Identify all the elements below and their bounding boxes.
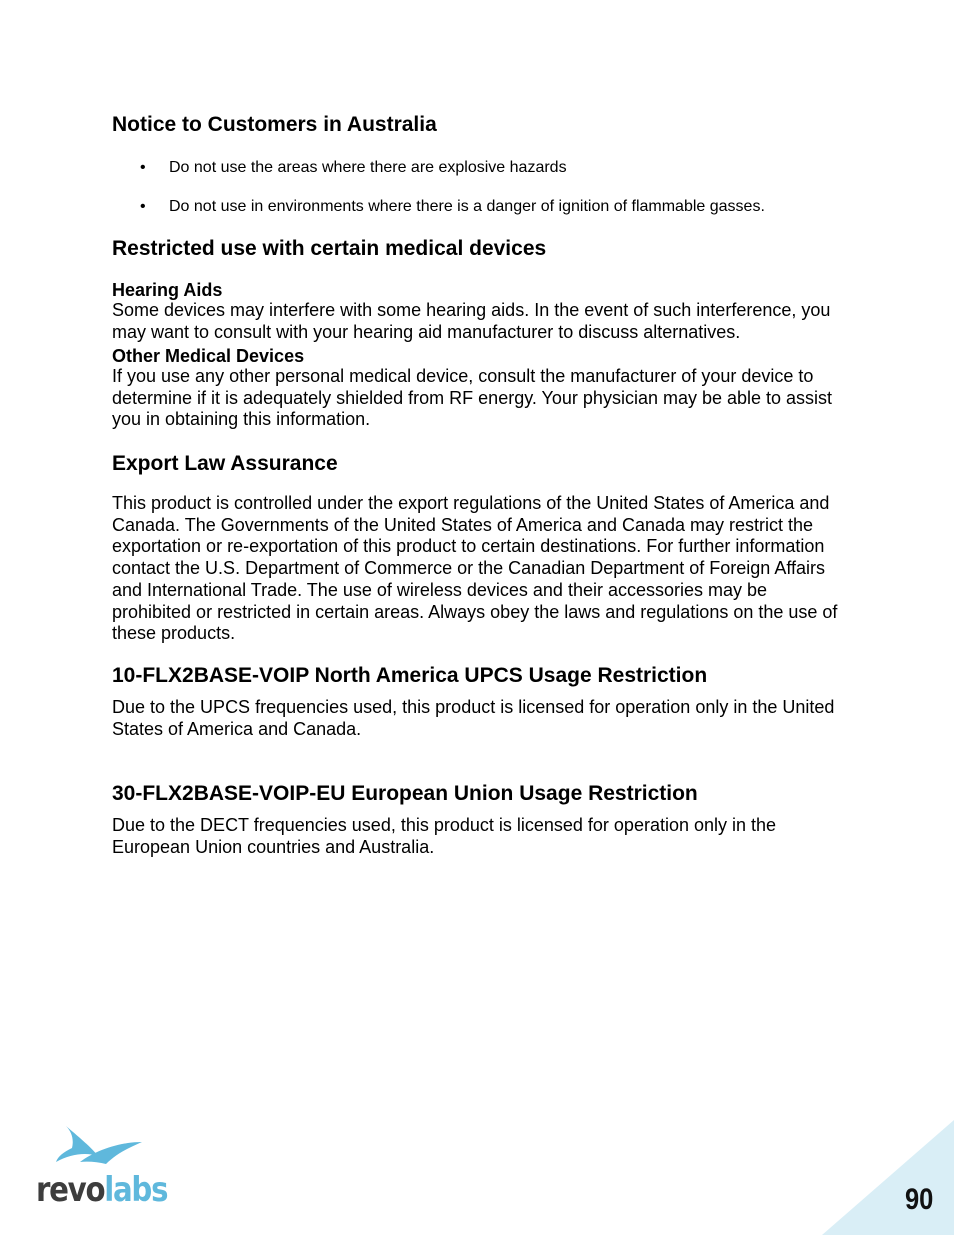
logo-wordmark bbox=[36, 1170, 167, 1210]
paragraph-other-medical: If you use any other personal medical device, consult the manufacturer of your device to determine if it is adequately shielded from RF energy. Your physician may be able to assist you in obtaining this information. bbox=[112, 366, 833, 430]
heading-export: Export Law Assurance bbox=[112, 452, 338, 475]
bullet-icon: • bbox=[140, 198, 146, 215]
heading-australia: Notice to Customers in Australia bbox=[112, 113, 437, 136]
list-item-text: Do not use in environments where there is a danger of ignition of flammable gasses. bbox=[169, 198, 765, 215]
logo-wordmark-revo: revo bbox=[36, 1170, 105, 1210]
paragraph-upcs: Due to the UPCS frequencies used, this product is licensed for operation only in the United States of America and Canada. bbox=[112, 697, 835, 739]
paragraph-export: This product is controlled under the export regulations of the United States of America and Canada. The Governments of the United States of America and Canada may restrict the exportation or re-exportation of this product to certain destinations. For further information contact the U.S. Department of Commerce or the Canadian Department of Foreign Affairs and International Trade. The use of wireless devices and their accessories may be prohibited or restricted in certain areas. Always obey the laws and regulations on the use of these products. bbox=[112, 493, 838, 644]
bullet-icon: • bbox=[140, 159, 146, 176]
subheading-other-medical: Other Medical Devices bbox=[112, 346, 305, 366]
subheading-hearing-aids: Hearing Aids bbox=[112, 280, 223, 300]
heading-eu: 30-FLX2BASE-VOIP-EU European Union Usage Restriction bbox=[112, 782, 698, 805]
list-item-text: Do not use the areas where there are explosive hazards bbox=[169, 159, 567, 176]
heading-upcs: 10-FLX2BASE-VOIP North America UPCS Usage Restriction bbox=[112, 664, 708, 687]
corner-triangle bbox=[822, 1120, 954, 1235]
shark-fin-icon bbox=[36, 1122, 156, 1172]
revolabs-logo bbox=[36, 1122, 168, 1212]
paragraph-hearing-aids: Some devices may interfere with some hearing aids. In the event of such interference, you may want to consult with your hearing aid manufacturer to discuss alternatives. bbox=[112, 300, 831, 342]
paragraph-eu: Due to the DECT frequencies used, this product is licensed for operation only in the European Union countries and Australia. bbox=[112, 815, 777, 857]
page-number: 90 bbox=[905, 1183, 934, 1216]
logo-wordmark-labs: labs bbox=[104, 1170, 168, 1210]
heading-medical: Restricted use with certain medical devices bbox=[112, 237, 547, 260]
